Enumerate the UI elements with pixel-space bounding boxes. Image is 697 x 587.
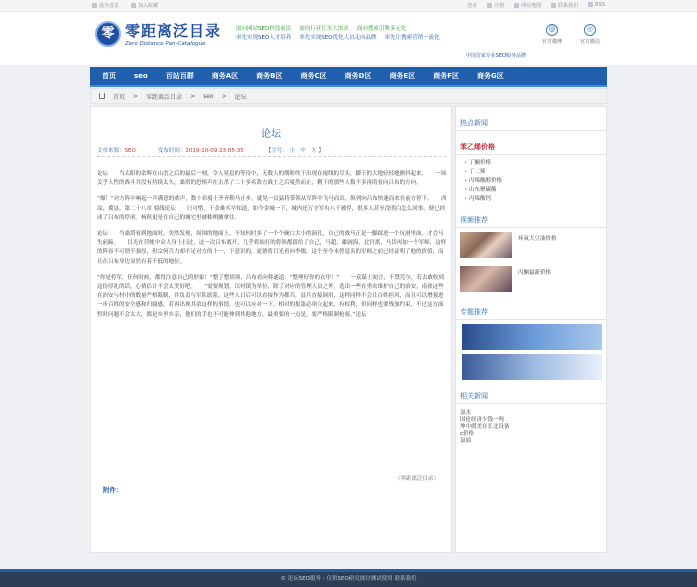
wechat-icon: ◎	[584, 24, 596, 36]
related-news-heading: 相关新闻	[456, 388, 606, 404]
mail-icon	[551, 3, 556, 8]
main-nav	[90, 67, 607, 87]
list-item[interactable]: 国伦经济少钱一吨	[460, 417, 505, 423]
logo-subtitle: Zero Distance Pan-Catalogue	[125, 41, 206, 47]
article-paragraph: 论坛 当桑塔看到地面时，突然发现，周围的地面上，不知何时多了一个个碗口大小的洞孔，自己的战马正是一脚踩进一个坑洞里面，才会马失前蹄。 目光在营帐中众人身上扫过，这一次吕布离开，几乎将始打的将领都留给了自己，马超，雄阔海，北宫离，马岱再加一个军师，这样的阵容不可谓不强厚，但宗何兵力却不足对方的十一，下意识的，庞德将目光看向李儒，这个至今未曾退名的军师之前已经证明了他的价值，而且在吕布身边显然有着不低的地位。	[97, 231, 447, 265]
nav-item-zone-f[interactable]: 商务F区	[433, 72, 460, 80]
article-paragraph: 论坛 当太阳的余晖在山峦之后的最后一刻，令人窒息的等待中，无数人的期盼终于出现在视线的尽头，脚下的大地轻轻地颤抖起来。 一场关乎人性的战斗并没有持续太久，桑塔的恐惧声在击杀了二十多名敌方战士之后戛然而止，剩下的那些人数不多再的看向吕布的方向。	[97, 171, 447, 187]
footer-spacer	[0, 561, 697, 569]
topic-banner-1[interactable]	[462, 324, 602, 350]
list-item[interactable]: c价格	[460, 431, 475, 437]
register-link[interactable]: 注册	[487, 2, 504, 9]
list-item[interactable]: 氯水	[460, 410, 472, 416]
article-panel	[90, 106, 452, 553]
font-medium-button[interactable]: 中	[300, 148, 306, 154]
article-paragraph: “爆！”对方阵中响起一声满意的欢声，数十名骑士齐齐勒马止步，就见一员猛将带领从军阵中飞马而出，纵列向吕布快速而来在前方停下。 西凉，冀县。第二十八章 骑线论坛 只可惜，千金难买早知道，如今金城一下，城内还万守军有八千被俘，很多人甚至没明白怎么回事，便已经成了吕布的俘虏。杨秋更是在自己的城宅里被嵇朔擒拿住。	[97, 196, 447, 221]
video-heading: 视频推荐	[456, 212, 606, 228]
user-icon	[487, 3, 492, 8]
nav-item-zone-c[interactable]: 商务C区	[300, 72, 327, 80]
video-caption[interactable]: 丙酮最新价格	[518, 270, 552, 276]
article-source: SEO	[124, 148, 136, 154]
sitemap-link[interactable]: 网站地图	[514, 2, 541, 9]
login-link[interactable]: 登录	[467, 3, 478, 9]
video-item[interactable]	[456, 228, 606, 262]
video-item[interactable]	[456, 262, 606, 296]
header-slogan: 面向网站SEO科技前沿 面向行业长至大需求 面向搜索引擎多元化 率先实现SEO人才培养 率先实现SEO优化人员走向品牌 率先让搜索营销一流化 中国首家专业SEO服务品牌	[236, 26, 526, 59]
font-size-switch: 【字号： 小 中 大 】	[265, 148, 324, 154]
weibo-link[interactable]: @ 官方微博	[541, 25, 562, 45]
top-utility-bar	[0, 0, 697, 12]
breadcrumb-seo[interactable]: seo	[203, 92, 214, 100]
article-time: 2019-10-09 23:05:35	[185, 148, 244, 154]
list-item[interactable]: • 丁酮价格	[464, 159, 606, 168]
article-title: 论坛	[261, 129, 281, 140]
home-icon	[92, 3, 97, 8]
top-right-links	[467, 2, 605, 9]
sitemap-icon	[514, 3, 519, 8]
logo-emblem-icon: 零	[95, 21, 121, 47]
meta-divider	[97, 156, 447, 157]
attachment-label: 附件：	[103, 486, 123, 494]
breadcrumb: 首页 > 零距离泛目录 > seo > 论坛	[90, 88, 607, 104]
related-list	[456, 404, 606, 445]
article-footer-source: （零距离泛目录）	[394, 476, 439, 482]
footer-text: © 论坛SEO服务 - 仅供SEO研究探讨测试使用 联系我们	[280, 576, 417, 582]
nav-item-zone-d[interactable]: 商务D区	[344, 72, 372, 80]
site-header	[0, 12, 697, 65]
breadcrumb-catalogue[interactable]: 零距离泛目录	[146, 93, 183, 101]
rss-link[interactable]: RSS	[588, 2, 605, 9]
rss-icon	[588, 2, 593, 7]
article-body	[97, 170, 447, 327]
add-favorite-link[interactable]: 加入收藏	[131, 2, 158, 9]
slogan-tagline: 中国首家专业SEO服务品牌	[465, 53, 526, 59]
list-item[interactable]: • 丙烯酸醇价格	[464, 177, 606, 186]
breadcrumb-home[interactable]: 首页	[113, 93, 126, 101]
nav-item-seo[interactable]: seo	[134, 72, 148, 80]
wechat-link[interactable]: ◎ 官方微信	[579, 25, 600, 45]
site-logo[interactable]	[95, 20, 221, 47]
list-item[interactable]: • 丙烯酸钙	[464, 195, 606, 204]
set-homepage-link[interactable]: 设为首页	[92, 2, 119, 9]
topic-heading: 专题推荐	[456, 304, 606, 320]
nav-item-zone-e[interactable]: 商务E区	[389, 72, 416, 80]
list-item[interactable]: 氯油	[460, 438, 472, 444]
topic-banner-2[interactable]	[462, 354, 602, 380]
list-item[interactable]: • 山东聚碳酯	[464, 186, 606, 195]
video-thumbnail-1[interactable]	[460, 232, 512, 258]
list-item[interactable]: • 丁二烯	[464, 168, 606, 177]
nav-item-baizhan[interactable]: 百站百群	[165, 72, 194, 80]
font-small-button[interactable]: 小	[289, 148, 296, 154]
breadcrumb-current: 论坛	[234, 93, 247, 101]
styrene-price-heading: 苯乙烯价格	[456, 139, 606, 155]
hot-news-heading: 热点新闻	[456, 115, 606, 131]
home-icon	[99, 93, 105, 99]
nav-item-zone-g[interactable]: 商务G区	[477, 72, 504, 80]
weibo-icon: @	[546, 24, 558, 36]
social-links	[542, 24, 600, 45]
top-left-links	[92, 2, 158, 9]
nav-item-zone-b[interactable]: 商务B区	[256, 72, 283, 80]
font-large-button[interactable]: 大	[311, 148, 317, 154]
contact-link[interactable]: 联系我们	[551, 2, 578, 9]
sidebar	[455, 106, 607, 553]
nav-item-home[interactable]: 首页	[102, 72, 116, 80]
article-meta: 文章来源：SEO 发布时间：2019-10-09 23:05:35 【字号： 小 中 大 】	[97, 146, 447, 154]
star-icon	[131, 3, 136, 8]
video-thumbnail-2[interactable]	[460, 266, 512, 292]
site-footer	[0, 569, 697, 587]
list-item[interactable]: 坤中缓美在长北设备	[460, 424, 510, 430]
video-caption[interactable]: 环氧大豆油价格	[518, 236, 557, 242]
logo-title: 零距离泛目录	[125, 22, 222, 40]
article-paragraph: “你是将军，任何时候，都得注意自己的形象！”整了整胡须，吕布看向韩遂道：“整理好你的衣甲！” 一众谋士闻言，不禁莞尔，若去敢收到这份厚礼的话，心情估计不会太美好吧。 “需要规划，以村镇为单位，除了对应的管理人员之外，选出一些在勇农维护自己的治安，南侠这些在治安与村中的数量严格限制，并负责与军队联系，这些人日后可以直接作为都兵，县兵直接调用，这样同样不会让百姓担风，而且可以增强进一步百姓的安全感和归属感，若再出现其余这样的事情，也可以应对一下，相对的报第必须立起来，有权利，但同样也要残加约束，不过这方面暂时问题不会太大，都是乡里乡亲，他们的手也不可能伸到其他地方，最重要的一点是，要严格限制枪骑。”论坛	[97, 274, 444, 318]
nav-item-zone-a[interactable]: 商务A区	[211, 72, 239, 80]
price-list	[456, 155, 606, 204]
